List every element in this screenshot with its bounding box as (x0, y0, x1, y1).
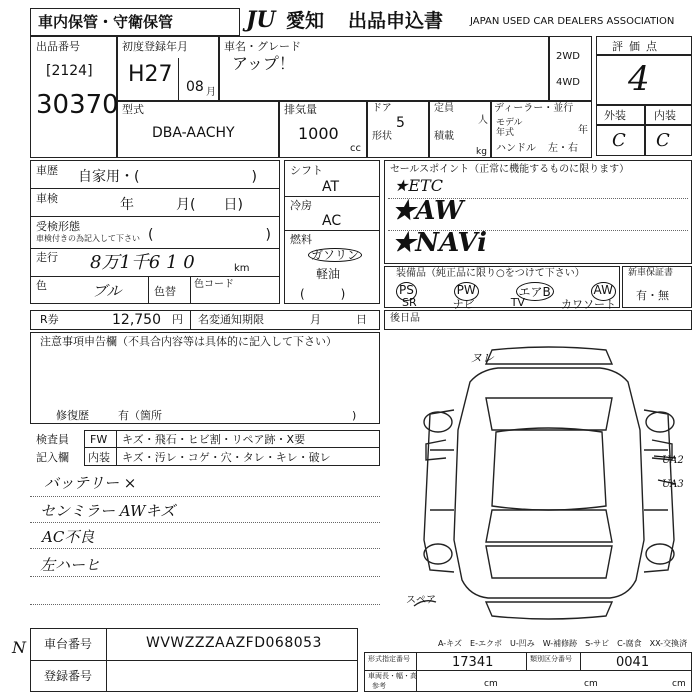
listing-number-small: [2124] (46, 63, 93, 79)
selling-points-label: セールスポイント（正常に機能するものに限ります） (390, 164, 630, 175)
dims-label: 車両長・幅・高 (368, 672, 417, 680)
org-name: 愛知 (286, 10, 325, 32)
inspector-interior-items: キズ・汚レ・コゲ・穴・タレ・キレ・破レ (122, 451, 331, 464)
inspector-label: 検査員 (36, 433, 69, 446)
type-spec-value: 17341 (452, 655, 494, 670)
damage-mark-wet: ヌレ (470, 351, 495, 365)
car-name-label: 車名・グレード (224, 40, 301, 53)
fw-label: FW (90, 433, 108, 446)
color-value: ブル (92, 282, 122, 300)
fuel-other: ( ) (300, 287, 346, 301)
color-change-label: 色替 (154, 285, 176, 298)
recycle-value: 12,750 (112, 312, 161, 328)
dims-unit-length: cm (484, 679, 498, 689)
interior-label: 内装 (654, 109, 676, 122)
class-label: 類別区分番号 (530, 655, 572, 663)
remark-line-1: バッテリー × (44, 474, 137, 492)
doors-label: ドア (372, 103, 392, 114)
selling-point-navi: ★NAVi (392, 228, 487, 258)
equip-airbag: エアB (516, 282, 554, 301)
equipment-label: 装備品（純正品に限り○をつけて下さい） (396, 268, 585, 279)
color-label: 色 (36, 279, 47, 292)
inspection-form-value: ( ) (148, 227, 271, 243)
evaluation-label: 評価点 (612, 40, 663, 53)
fw-items: キズ・飛石・ヒビ割・リペア跡・X要 (122, 433, 306, 446)
margin-mark: N (12, 638, 26, 657)
rear-notes-label: 後日品 (390, 313, 420, 324)
equip-cassette: カワソート (560, 298, 616, 311)
displacement-label: 排気量 (284, 103, 317, 116)
exterior-grade: C (612, 130, 626, 151)
registration-month-unit: 月 (206, 87, 216, 98)
notice-month: 月 (310, 313, 321, 326)
recycle-label: R券 (40, 313, 59, 326)
capacity-unit: 人 (478, 115, 488, 126)
assoc-name: JAPAN USED CAR DEALERS ASSOCIATION (470, 16, 675, 27)
repair-close: ) (352, 409, 357, 422)
registration-number-label: 登録番号 (44, 669, 93, 683)
mileage-label: 走行 (36, 251, 58, 264)
damage-legend: A-キズ E-エクボ U-凹み W-補修跡 S-サビ C-腐食 XX-交換済 (438, 639, 688, 648)
selling-point-etc: ★ETC (394, 176, 443, 195)
car-name: アップ！ (232, 54, 295, 73)
notice-label: 名変通知期限 (198, 313, 264, 326)
model-value: DBA-AACHY (152, 125, 235, 141)
displacement-value: 1000 (298, 124, 339, 143)
dims-unit-width: cm (584, 679, 598, 689)
rear-notes-block (384, 310, 692, 330)
remark-line-4: 左ハーヒ (40, 556, 101, 574)
equip-sr: SR (402, 296, 417, 309)
inspection-value: 年 月( 日) (120, 197, 243, 213)
doors-value: 5 (396, 115, 405, 131)
color-code-label: 色コード (194, 279, 234, 290)
listing-number-label: 出品番号 (36, 40, 80, 53)
model-year-unit: 年 (578, 125, 588, 136)
handle-label: ハンドル (496, 143, 536, 154)
equip-aw: AW (591, 282, 616, 301)
interior-grade: C (656, 130, 670, 151)
shape-label: 形状 (372, 131, 392, 142)
notes-label: 注意事項申告欄（不具合内容等は具体的に記入して下さい） (40, 335, 337, 348)
load-label: 積載 (434, 131, 454, 142)
exterior-label: 外装 (604, 109, 626, 122)
equip-ps: PS (396, 282, 417, 301)
equip-tv: TV (510, 296, 525, 309)
history-label: 車歴 (36, 164, 58, 177)
entry-label: 記入欄 (36, 451, 69, 464)
fuel-gasoline (308, 248, 362, 262)
drive-4wd: 4WD (556, 77, 580, 88)
repair-value: 有（箇所 (118, 409, 162, 422)
dims-unit-height: cm (672, 679, 686, 689)
registration-month: 08 (186, 79, 204, 95)
type-spec-label: 形式指定番号 (368, 655, 410, 663)
history-value: 自家用・( ) (78, 169, 257, 185)
dims-ref-label: 参考 (372, 682, 386, 690)
fuel-light-oil: 軽油 (316, 267, 341, 281)
warranty-label: 新車保証書 (628, 268, 674, 278)
listing-number: 30370 (36, 90, 119, 120)
dealer-label: ディーラー・並行 (494, 103, 574, 114)
selling-point-aw: ★AW (392, 196, 464, 226)
damage-mark-ua2: UA2 (662, 455, 684, 466)
notice-day: 日 (356, 313, 367, 326)
equip-navi: ナビ (452, 298, 475, 311)
model-label: 型式 (122, 103, 144, 116)
mileage-unit: km (234, 263, 250, 274)
ju-logo: JU (246, 7, 276, 33)
damage-mark-ua3: UA3 (662, 479, 684, 490)
recycle-unit: 円 (172, 313, 183, 326)
inspection-label: 車検 (36, 192, 58, 205)
cooler-label: 冷房 (290, 199, 312, 212)
repair-label: 修復歴 (56, 409, 89, 422)
chassis-label: 車台番号 (44, 637, 93, 651)
equip-pw: PW (454, 282, 479, 301)
mileage-value: 8万1千6 1 0 (90, 252, 195, 273)
drive-2wd: 2WD (556, 51, 580, 62)
car-damage-diagram (400, 340, 696, 630)
model-year-label: モデル年式 (496, 118, 523, 138)
shift-label: シフト (290, 164, 323, 177)
remark-line-2: センミラー AWキズ (40, 502, 176, 520)
registration-label: 初度登録年月 (122, 40, 188, 53)
doc-title: 出品申込書 (348, 10, 444, 32)
warranty-value: 有・無 (636, 289, 669, 302)
displacement-unit: cc (350, 143, 361, 154)
class-value: 0041 (616, 655, 650, 670)
inspector-interior-label: 内装 (88, 451, 110, 464)
cooler-value: AC (322, 213, 342, 229)
registration-year: H27 (128, 62, 173, 87)
handle-value: 左・右 (548, 143, 578, 154)
fuel-label: 燃料 (290, 233, 312, 246)
fuel-gasoline-circled: ガソリン (308, 248, 362, 262)
shift-value: AT (322, 179, 340, 195)
capacity-label: 定員 (434, 103, 454, 114)
load-unit: kg (476, 147, 487, 157)
remark-line-3: AC不良 (42, 528, 95, 546)
evaluation-score: 4 (628, 59, 650, 99)
storage-label: 車内保管・守衛保管 (38, 13, 174, 31)
inspection-form-note: 車検付きの為記入して下さい (36, 234, 140, 243)
inspection-form-label: 受検形態 (36, 220, 80, 233)
spare-label: スペア (406, 595, 436, 606)
chassis-number: WVWZZZAAZFD068053 (146, 635, 322, 651)
